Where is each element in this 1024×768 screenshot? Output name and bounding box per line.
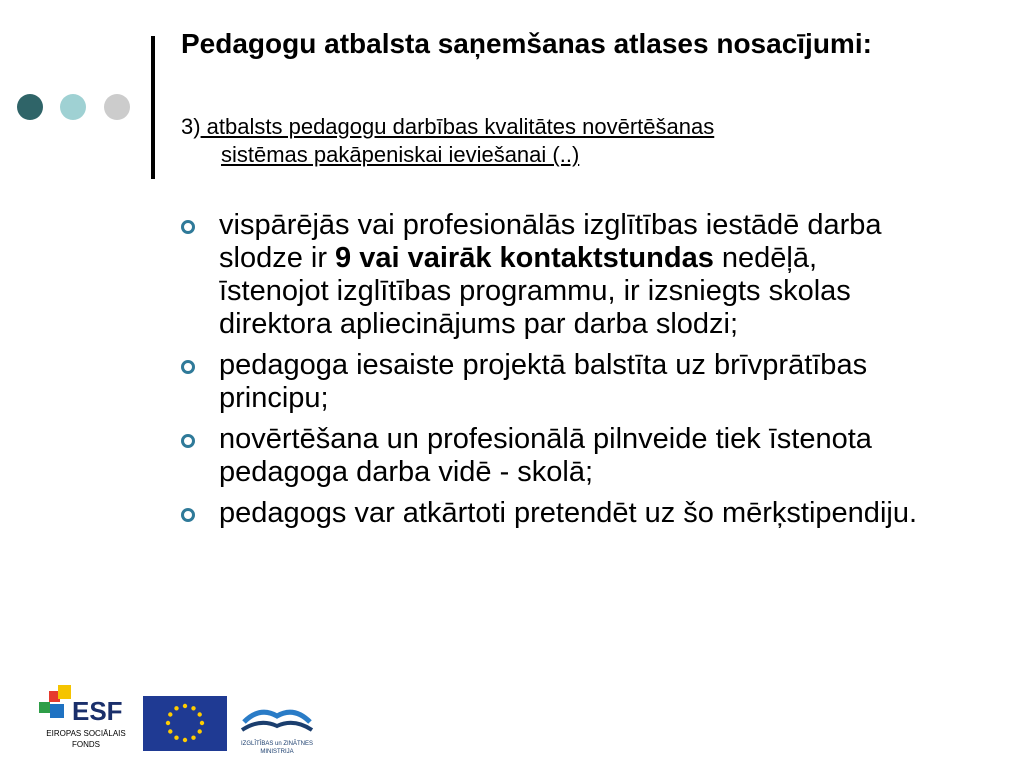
footer-logos (36, 684, 336, 764)
bullet-item (180, 423, 920, 489)
decor-dot-light (60, 94, 86, 120)
bullet-text: pedagogs var atkārtoti pretendēt uz šo mērķstipendiju. (219, 497, 918, 529)
decor-dot-dark (17, 94, 43, 120)
bullet-text: pedagoga iesaiste projektā balstīta uz brīvprātības principu; (219, 349, 868, 414)
subtitle-line2: sistēmas pakāpeniskai ieviešanai (..) (221, 142, 580, 167)
slide-subtitle (181, 113, 981, 169)
ministry-logo (234, 700, 320, 760)
esf-mark-icon (36, 684, 136, 728)
esf-caption-line1: EIROPAS SOCIĀLAIS (46, 729, 126, 738)
slide-title: Pedagogu atbalsta saņemšanas atlases nosacījumi: (181, 28, 872, 59)
subtitle-prefix: 3) (181, 114, 201, 139)
bullet-list (180, 209, 920, 538)
bullet-ring-icon (181, 360, 195, 374)
bullet-text: novērtēšana un profesionālā pilnveide tiek īstenota pedagoga darba vidē - skolā; (219, 423, 872, 488)
bullet-bold-text: 9 vai vairāk kontaktstundas (335, 242, 714, 274)
decor-dot-gray (104, 94, 130, 120)
bullet-text: vispārējās vai profesionālās izglītības iestādē darba slodze ir (219, 209, 882, 274)
esf-logo (36, 684, 136, 764)
bullet-text: nedēļā, īstenojot izglītības programmu, ir izsniegts skolas direktora apliecinājums par darba slodzi; (219, 242, 851, 340)
bullet-ring-icon (181, 220, 195, 234)
esf-mark: ESF (72, 696, 123, 726)
eu-flag-icon (143, 696, 227, 751)
bullet-ring-icon (181, 434, 195, 448)
subtitle-line1: atbalsts pedagogu darbības kvalitātes novērtēšanas (200, 114, 715, 139)
bullet-ring-icon (181, 508, 195, 522)
ministry-caption-line1: IZGLĪTĪBAS un ZINĀTNES (240, 741, 314, 747)
esf-caption-line2: FONDS (72, 740, 100, 749)
open-book-icon (234, 700, 320, 740)
ministry-caption-line2: MINISTRIJA (260, 749, 294, 755)
bullet-item (180, 497, 920, 530)
bullet-item (180, 209, 920, 341)
title-divider (151, 36, 155, 179)
bullet-item (180, 349, 920, 415)
